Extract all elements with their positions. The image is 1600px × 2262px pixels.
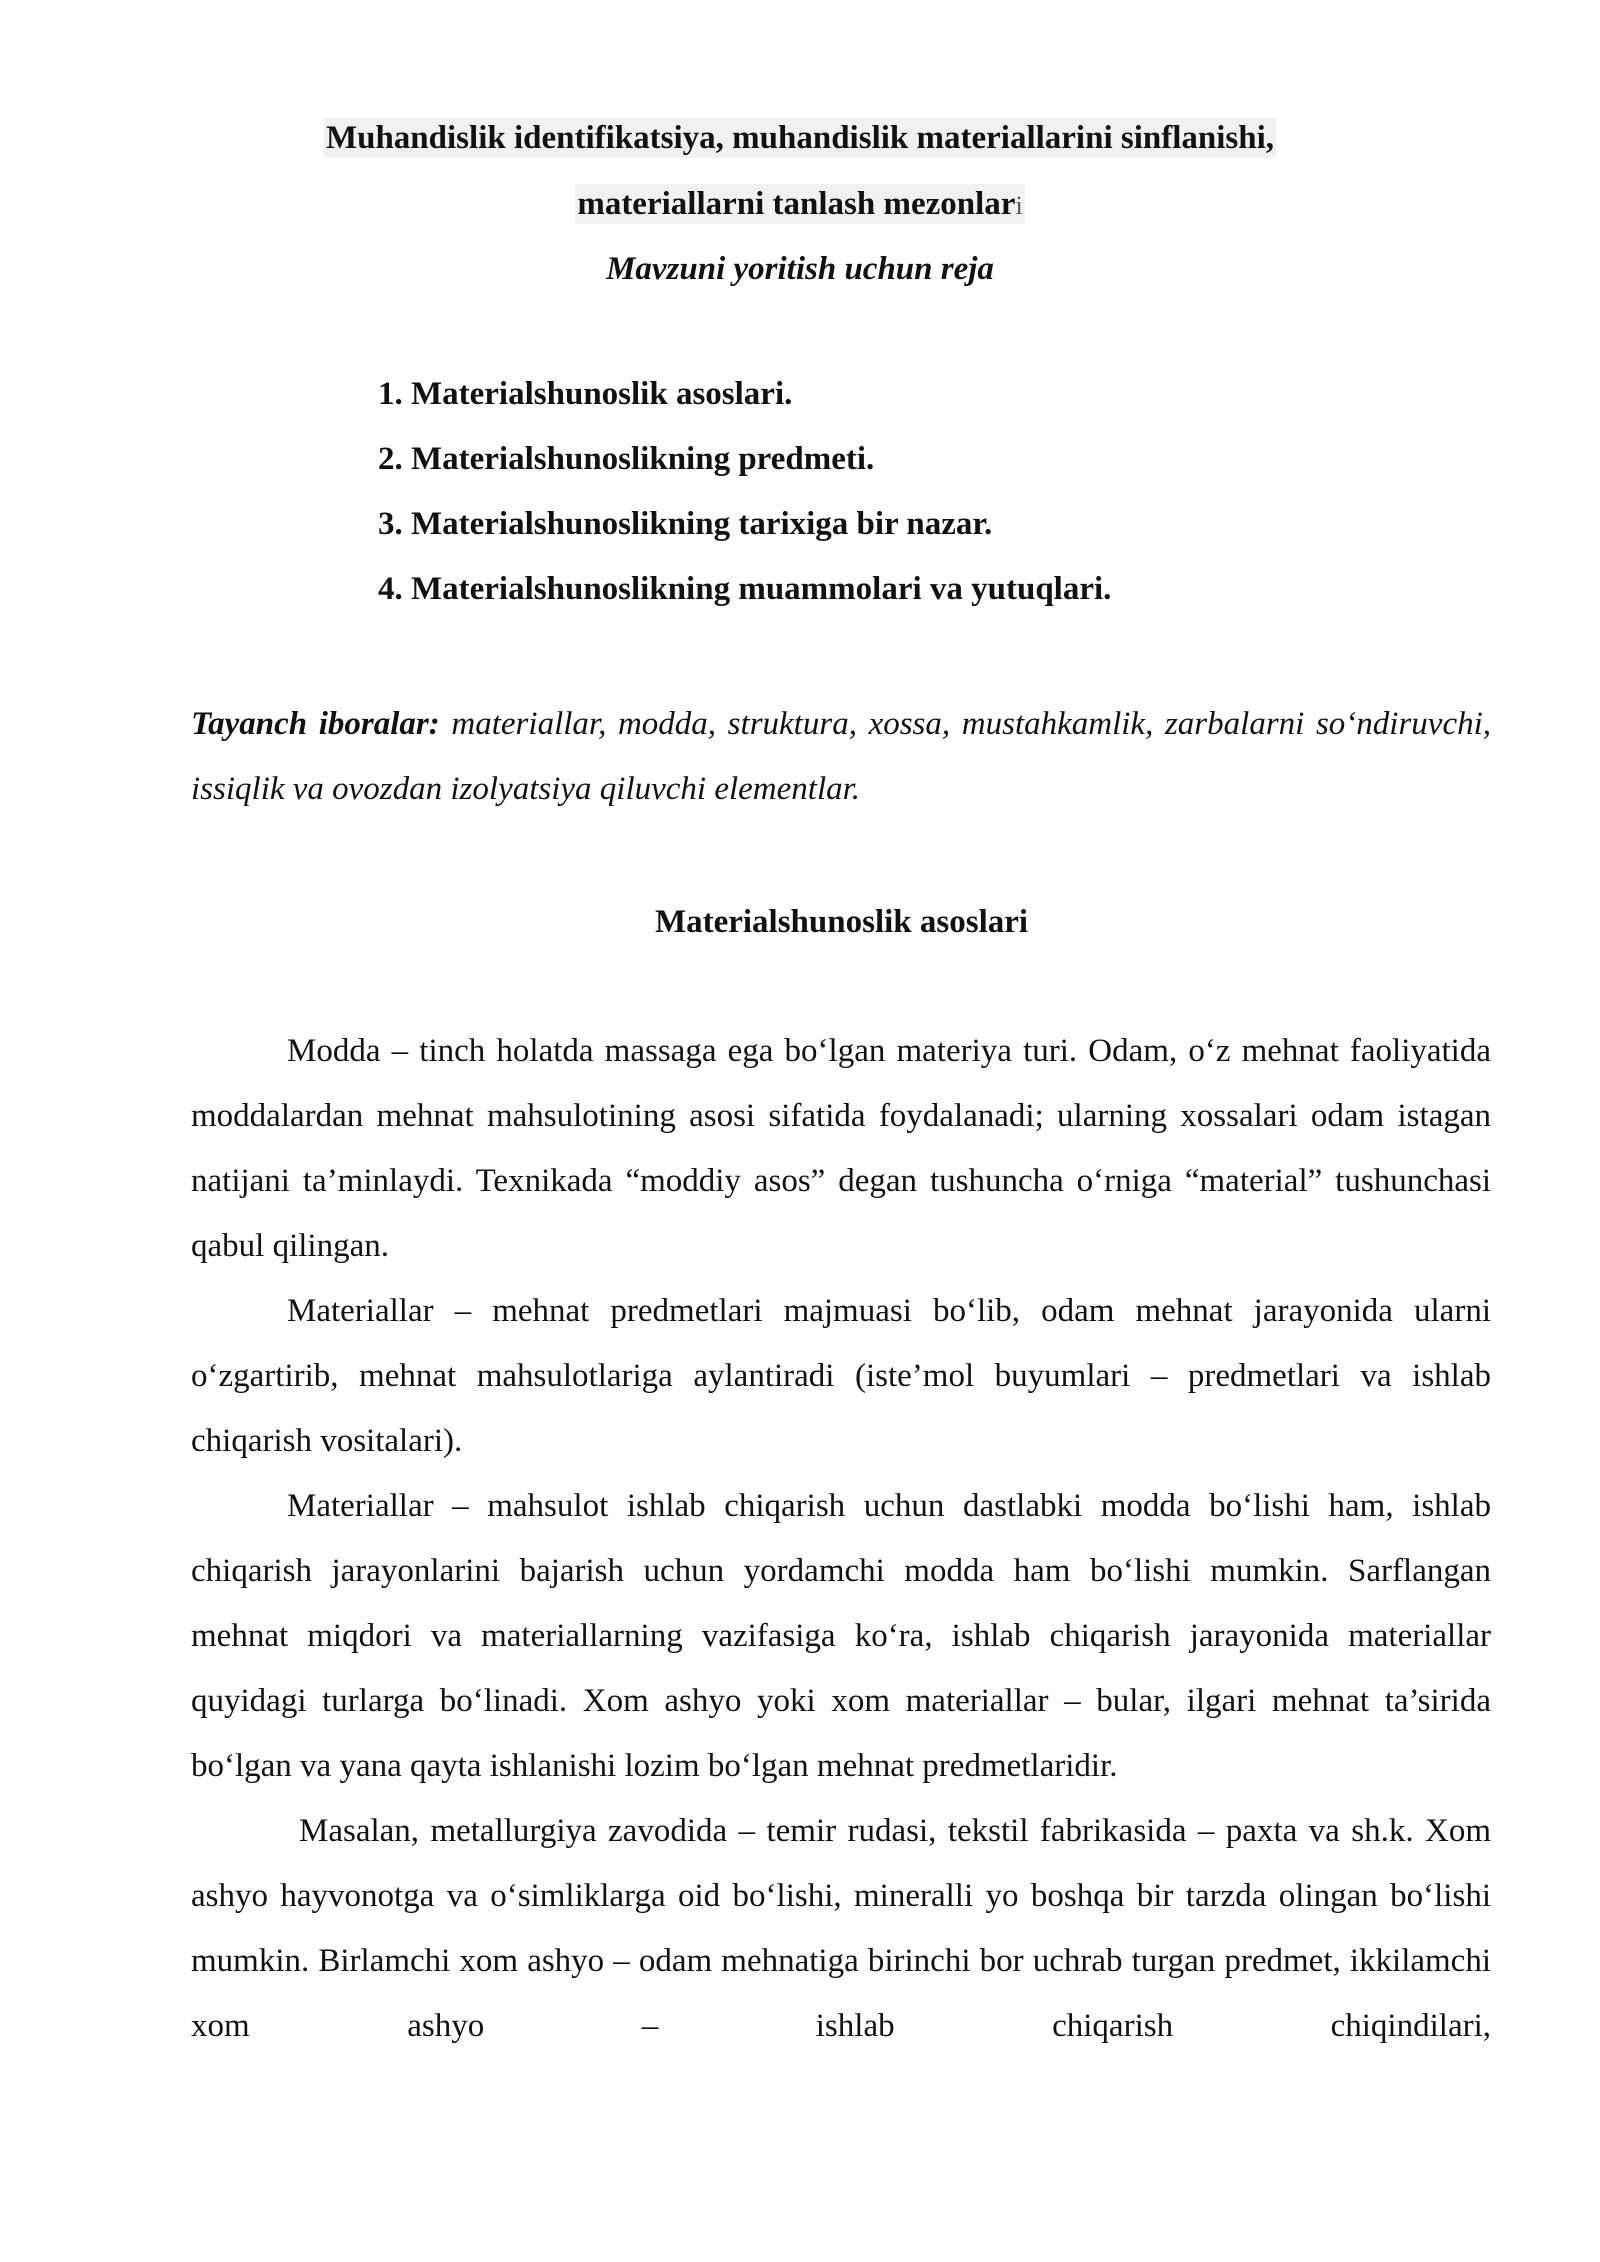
plan-item: 2. Materialshunoslikning predmeti. (378, 441, 875, 477)
document-title-line-1 (0, 118, 1600, 158)
body-text (191, 1019, 1491, 2059)
body-paragraph: Modda – tinch holatda massaga ega bo‘lgan materiya turi. Odam, o‘z mehnat faoliyatida moddalardan mehnat mahsulotining asosi sifatida foydalanadi; ularning xossalari odam istagan natijani ta’minlaydi. Texnikada “moddiy asos” degan tushuncha o‘rniga “material” tushunchasi qabul qilingan. (191, 1033, 1491, 1264)
body-paragraph: Materiallar – mehnat predmetlari majmuasi bo‘lib, odam mehnat jarayonida ularni o‘zgartirib, mehnat mahsulotlariga aylantiradi (iste’mol buyumlari – predmetlari va ishlab chiqarish vositalari). (191, 1293, 1491, 1459)
keywords-label: Tayanch iboralar: (191, 706, 440, 742)
plan-list (378, 374, 1378, 634)
title-line-2-text: materiallarni tanlash mezonlar (577, 186, 1016, 222)
plan-item: 1. Materialshunoslik asoslari. (378, 376, 793, 412)
body-paragraph: Materiallar – mahsulot ishlab chiqarish uchun dastlabki modda bo‘lishi ham, ishlab chiqarish jarayonlarini bajarish uchun yordamchi modda ham bo‘lishi mumkin. Sarflangan mehnat miqdori va materiallarning vazifasiga ko‘ra, ishlab chiqarish jarayonida materiallar quyidagi turlarga bo‘linadi. Xom ashyo yoki xom materiallar – bular, ilgari mehnat ta’sirida bo‘lgan va yana qayta ishlanishi lozim bo‘lgan mehnat predmetlaridir. (191, 1488, 1491, 1784)
keywords-paragraph (191, 692, 1491, 822)
plan-item: 3. Materialshunoslikning tarixiga bir nazar. (378, 506, 993, 542)
text-cursor-char: i (1015, 191, 1023, 220)
keywords-text: materiallar, modda, struktura, xossa, mustahkamlik, zarbalarni so‘ndiruvchi, issiqlik va ovozdan izolyatsiya qiluvchi elementlar. (191, 706, 1492, 807)
body-paragraph: Masalan, metallurgiya zavodida – temir rudasi, tekstil fabrikasida – paxta va sh.k. Xom ashyo hayvonotga va o‘simliklarga oid bo‘lishi, mineralli yo boshqa bir tarzda olingan bo‘lishi mumkin. Birlamchi xom ashyo – odam mehnatiga birinchi bor uchrab turgan predmet, ikkilamchi xom ashyo – ishlab chiqarish chiqindilari, (191, 1813, 1491, 2044)
section-heading: Materialshunoslik asoslari (654, 904, 1029, 940)
title-line-1-text: Muhandislik identifikatsiya, muhandislik materiallarini sinflanishi, (325, 120, 1275, 156)
document-title-line-2 (0, 184, 1600, 226)
plan-item: 4. Materialshunoslikning muammolari va yutuqlari. (378, 571, 1112, 607)
document-subtitle: Mavzuni yoritish uchun reja (606, 251, 994, 287)
